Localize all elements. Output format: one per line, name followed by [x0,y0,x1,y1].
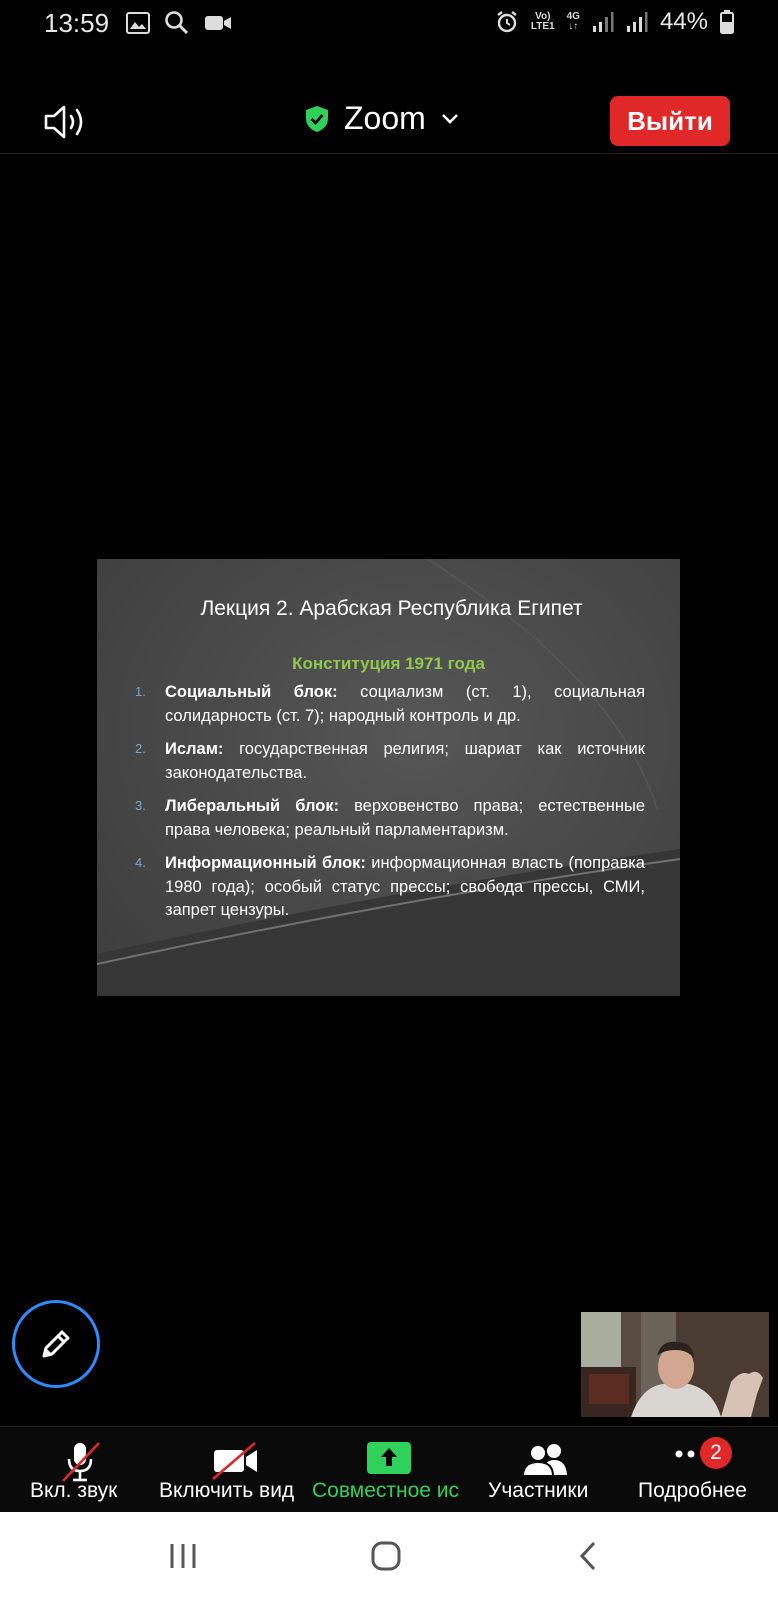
more-button[interactable] [628,1427,778,1513]
participants-icon [521,1441,569,1477]
list-item-number: 2. [135,741,146,756]
video-off-icon [210,1441,260,1481]
list-item-number: 1. [135,684,146,699]
list-item [135,681,645,728]
search-icon [164,10,190,36]
start-video-label: Включить вид [159,1479,295,1502]
shield-check-icon [304,105,330,133]
signal-icon-2 [626,11,648,33]
status-system-icons [495,8,734,36]
speaker-icon [42,102,90,142]
share-arrow-icon [366,1441,412,1475]
self-video-thumbnail[interactable] [581,1312,769,1417]
recent-apps-icon [168,1542,198,1570]
status-bar [0,0,778,50]
recent-apps-button[interactable] [163,1536,203,1576]
meeting-toolbar [0,1426,778,1512]
camera-icon [204,13,232,33]
meeting-title: Zoom [344,100,426,136]
list-item-text: Социальный блок: социализм (ст. 1), социальная солидарность (ст. 7); народный контроль и др. [165,683,646,725]
alarm-icon [495,10,519,34]
chevron-down-icon [440,112,460,126]
slide-subtitle: Конституция 1971 года [292,654,485,673]
list-item-number: 3. [135,798,146,813]
signal-icon [592,11,614,33]
meeting-title-dropdown[interactable] [304,100,460,137]
notification-badge: 2 [700,1437,732,1469]
leave-meeting-button[interactable]: Выйти [610,96,730,146]
share-screen-label: Совместное ис [312,1479,460,1502]
network-type-indicator: 4G ↓↑ [566,11,580,32]
home-icon [370,1540,402,1572]
slide-title: Лекция 2. Арабская Республика Египет [200,597,583,620]
participants-button[interactable] [476,1427,614,1513]
speaker-button[interactable] [42,102,90,142]
pencil-icon [36,1324,76,1364]
list-item-number: 4. [135,855,146,870]
more-label: Подробнее [638,1479,747,1502]
list-item [135,852,645,923]
status-time: 13:59 [44,8,110,38]
list-item [135,738,645,785]
status-notification-icons [126,10,232,36]
unmute-button[interactable] [0,1427,160,1513]
system-navigation-bar [0,1512,778,1600]
home-button[interactable] [366,1536,406,1576]
battery-percent: 44% [659,8,708,35]
share-screen-button[interactable] [310,1427,468,1513]
volte-indicator: Vo) LTE1 [530,11,555,32]
list-item-text: Либеральный блок: верховенство права; естественные права человека; реальный парламентаризм. [165,797,645,839]
start-video-button[interactable] [160,1427,310,1513]
meeting-header [0,90,778,154]
mic-off-icon [57,1441,103,1483]
back-button[interactable] [568,1536,608,1576]
battery-icon [720,10,734,34]
back-icon [576,1540,600,1572]
annotate-button[interactable] [12,1300,100,1388]
gallery-icon [126,12,150,34]
shared-screen-slide [97,559,680,996]
list-item-text: Ислам: государственная религия; шариат как источник законодательства. [165,740,645,782]
slide-list [135,681,645,933]
video-feed-image [581,1312,769,1417]
unmute-label: Вкл. звук [30,1479,118,1502]
list-item [135,795,645,842]
list-item-text: Информационный блок: информационная власть (поправка 1980 года); особый статус прессы; свобода прессы, СМИ, запрет цензуры. [165,854,645,919]
participants-label: Участники [488,1479,589,1502]
